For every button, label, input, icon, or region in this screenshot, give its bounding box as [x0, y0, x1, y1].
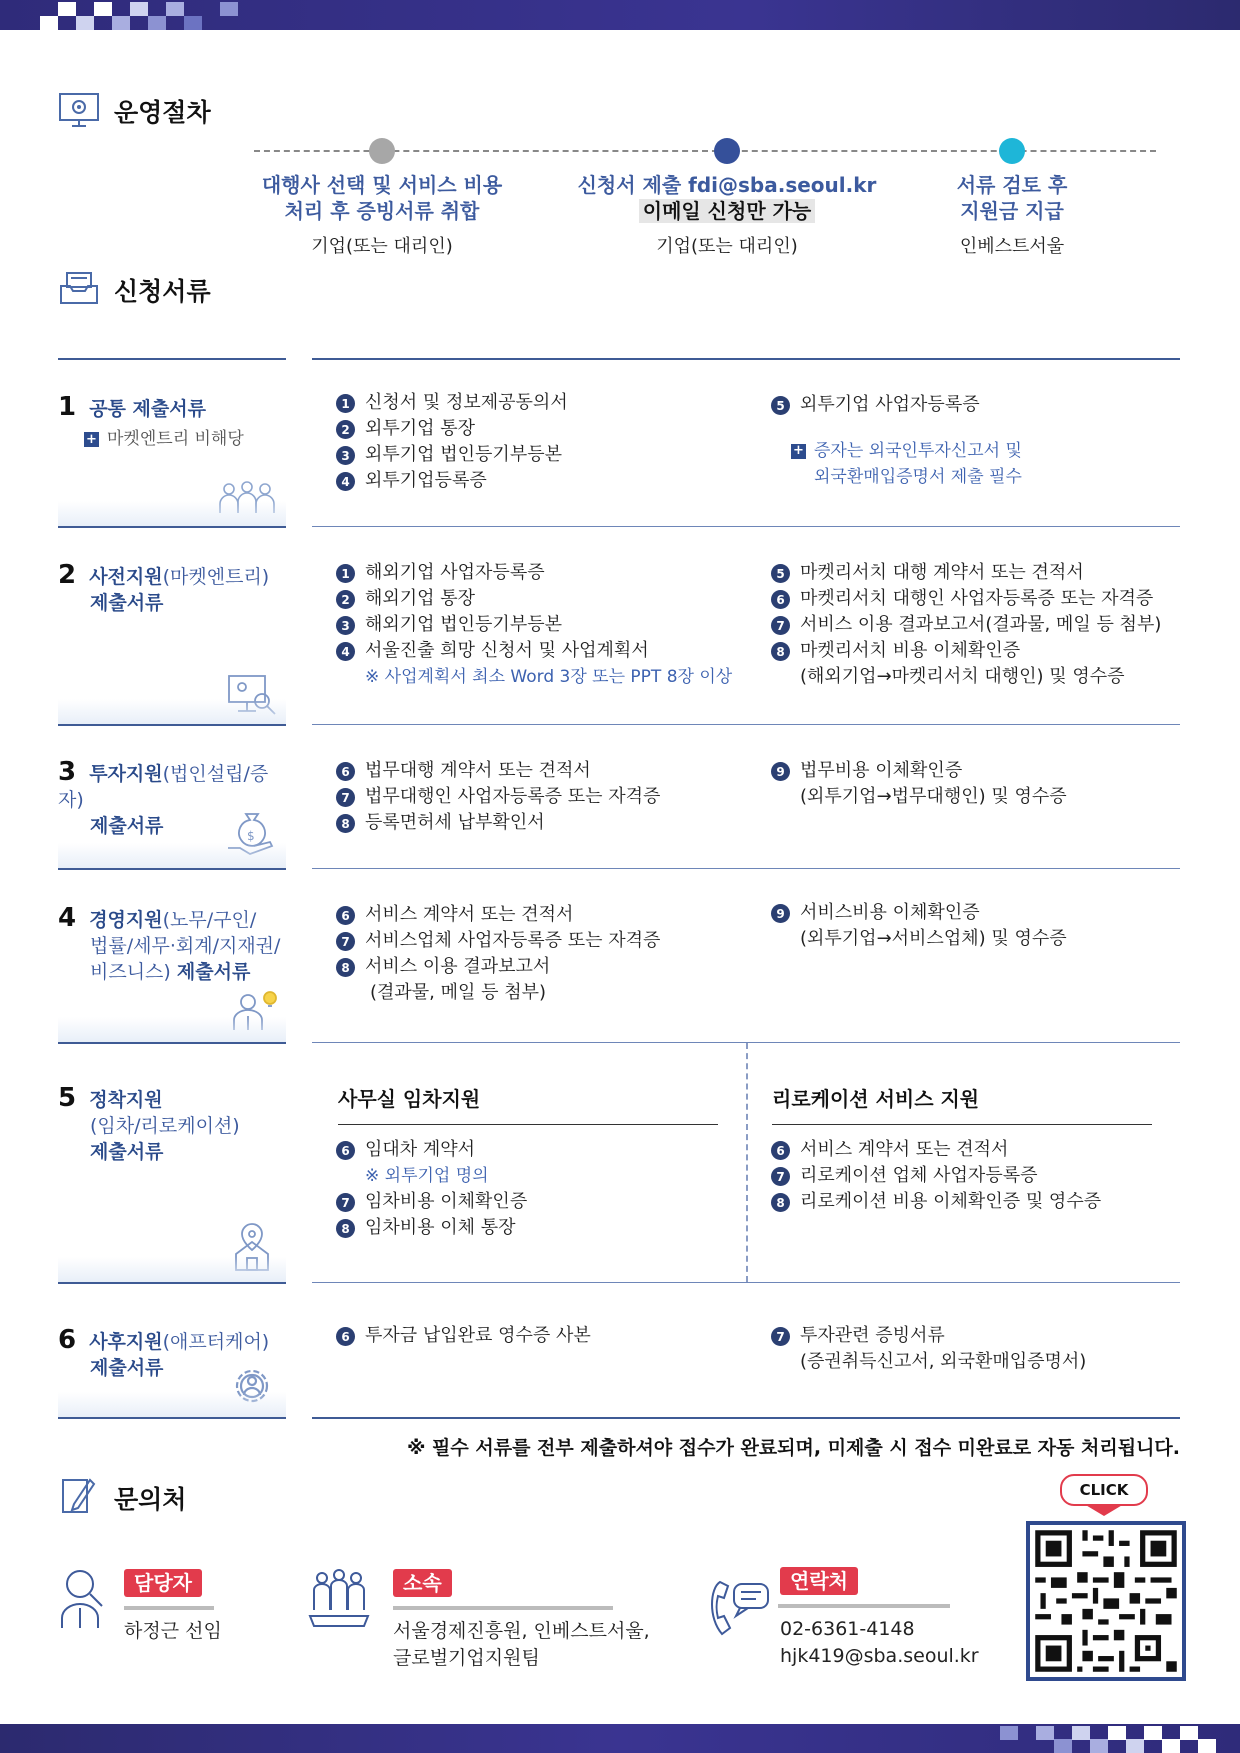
item-number: 8: [336, 1219, 355, 1238]
qr-code-icon: [1030, 1525, 1182, 1677]
table-top-line: [312, 358, 1180, 360]
row-title: 경영지원: [89, 909, 163, 931]
documents-title: 신청서류: [114, 277, 211, 306]
list-item: [336, 1189, 736, 1215]
checker-decoration: [58, 2, 76, 16]
row-number: 5: [58, 1083, 77, 1113]
checker-decoration: [130, 2, 148, 16]
row-title-rest: (마켓엔트리): [162, 566, 270, 588]
phone-badge: [780, 1565, 858, 1594]
row-number: 4: [58, 903, 77, 933]
process-step-title: 지원금 지급: [960, 199, 1064, 223]
row-title-line3b: 제출서류: [176, 961, 251, 983]
process-step-title: 신청서 제출 fdi@sba.seoul.kr: [577, 173, 877, 197]
row-6-left-list: [336, 1323, 736, 1349]
row-2-header: [58, 560, 286, 616]
list-item: [336, 390, 756, 416]
badge-label: 소속: [393, 1569, 452, 1597]
qr-code[interactable]: [1026, 1521, 1186, 1681]
row-title: 공통 제출서류: [89, 398, 206, 420]
item-text: 법무대행인 사업자등록증 또는 자격증: [365, 786, 661, 807]
item-number: 4: [336, 472, 355, 491]
row-1-header-fade: [58, 501, 286, 527]
process-step-dot-3: [999, 138, 1025, 164]
contact-person-name: 하정근 선임: [124, 1620, 222, 1642]
checker-decoration: [76, 16, 94, 30]
row-title: 사후지원: [89, 1331, 163, 1353]
click-button[interactable]: CLICK: [1060, 1474, 1148, 1506]
arrow-down-icon: [1084, 1504, 1124, 1516]
process-step-actor: 기업(또는 대리인): [656, 236, 798, 257]
item-text: 외투기업 법인등기부등본: [365, 444, 562, 465]
process-step-actor: 기업(또는 대리인): [311, 236, 453, 257]
item-text: 해외기업 통장: [365, 588, 476, 609]
item-text: 리로케이션 비용 이체확인증 및 영수증: [800, 1191, 1102, 1212]
list-item-continuation: (외투기업→법무대행인) 및 영수증: [800, 786, 1067, 807]
person-search-icon: [58, 1564, 114, 1634]
contact-underline: [124, 1606, 214, 1610]
checker-decoration: [1162, 1739, 1180, 1753]
row-divider: [58, 868, 286, 870]
process-step-title: 서류 검토 후: [956, 173, 1068, 197]
process-step-title: 대행사 선택 및 서비스 비용: [261, 173, 503, 197]
list-item: [771, 1189, 1181, 1215]
list-item: [336, 902, 766, 928]
subhead-underline: [338, 1124, 718, 1125]
row-5-header: [58, 1083, 286, 1165]
item-text: 임차비용 이체확인증: [365, 1191, 528, 1212]
item-text: 신청서 및 정보제공동의서: [365, 392, 568, 413]
row-title-line2: 법률/세무·회계/지재권/: [90, 935, 281, 957]
checker-decoration: [166, 2, 184, 16]
checker-decoration: [1054, 1739, 1072, 1753]
table-bottom-line: [312, 1417, 1180, 1419]
row-divider: [312, 1282, 1180, 1283]
row-number: 1: [58, 392, 77, 422]
item-text: 해외기업 사업자등록증: [365, 562, 545, 583]
item-number: 2: [336, 420, 355, 439]
business-plan-note: ※ 사업계획서 최소 Word 3장 또는 PPT 8장 이상: [365, 667, 733, 687]
process-step-title: 처리 후 증빙서류 취합: [284, 199, 480, 223]
list-item: [771, 1163, 1181, 1189]
contact-icon: [60, 1474, 96, 1518]
note-text: 외국환매입증명서 제출 필수: [814, 467, 1022, 487]
row-divider: [312, 724, 1180, 725]
row-1-header: [58, 392, 286, 449]
org-line: 글로벌기업지원팀: [393, 1647, 540, 1669]
email-only-highlight: 이메일 신청만 가능: [639, 199, 816, 223]
checker-decoration: [1000, 1726, 1018, 1740]
item-number: 7: [771, 1167, 790, 1186]
list-item: [771, 392, 1171, 418]
checker-decoration: [1126, 1739, 1144, 1753]
list-item: [336, 810, 766, 836]
row-5-header-fade: [58, 1257, 286, 1283]
list-item: [336, 928, 766, 954]
contact-underline: [778, 1604, 950, 1608]
list-item-continuation: (증권취득신고서, 외국환매입증명서): [800, 1351, 1087, 1372]
row-4-header: [58, 903, 286, 985]
checker-decoration: [1198, 1739, 1216, 1753]
column-divider: [746, 1043, 748, 1282]
list-item: [771, 758, 1181, 784]
item-text: 외투기업등록증: [365, 470, 487, 491]
row-divider: [58, 724, 286, 726]
row-divider: [58, 1282, 286, 1284]
row-number: 6: [58, 1325, 77, 1355]
item-number: 6: [336, 1327, 355, 1346]
process-step-3: [862, 172, 1162, 258]
row-6-header-fade: [58, 1392, 286, 1418]
item-number: 6: [771, 1141, 790, 1160]
item-text: 임대차 계약서: [365, 1139, 476, 1160]
checker-decoration: [184, 16, 202, 30]
item-text: 서울진출 희망 신청서 및 사업계획서: [365, 640, 649, 661]
item-text: 투자금 납입완료 영수증 사본: [365, 1325, 591, 1346]
row-title-rest: (법인설립/증자): [58, 763, 269, 811]
item-number: 9: [771, 762, 790, 781]
procedure-title: 운영절차: [114, 98, 211, 127]
row-3-left-list: [336, 758, 766, 836]
contact-underline: [393, 1606, 613, 1610]
row-title-line3a: 비즈니스): [90, 961, 171, 983]
list-item: [336, 638, 766, 664]
item-number: 7: [336, 1193, 355, 1212]
list-item-continuation: (외투기업→서비스업체) 및 영수증: [800, 928, 1067, 949]
row-title-line2: 제출서류: [90, 592, 164, 614]
list-item: [336, 1215, 736, 1241]
submission-footnote: ※ 필수 서류를 전부 제출하셔야 접수가 완료되며, 미제출 시 접수 미완료로 자동 처리됩니다.: [406, 1437, 1180, 1459]
list-item: [771, 560, 1181, 586]
list-item: [771, 612, 1181, 638]
contact-email[interactable]: hjk419@sba.seoul.kr: [780, 1645, 979, 1667]
item-number: 6: [336, 906, 355, 925]
phone-chat-icon: [706, 1578, 772, 1642]
process-step-2: [577, 172, 877, 258]
list-item: [771, 900, 1181, 926]
row-title-rest: (노무/구인/: [162, 909, 257, 931]
list-item-continuation: (해외기업→마켓리서치 대행인) 및 영수증: [800, 666, 1125, 687]
checker-decoration: [94, 2, 112, 16]
list-item: [336, 416, 756, 442]
list-item: [336, 612, 766, 638]
checker-decoration: [1144, 1726, 1162, 1740]
office-rent-heading: 사무실 임차지원: [338, 1087, 481, 1111]
list-item: [771, 1323, 1181, 1349]
contact-phone: 02-6361-4148: [780, 1618, 915, 1640]
procedure-icon: [58, 92, 100, 134]
item-number: 1: [336, 394, 355, 413]
checker-decoration: [1036, 1726, 1054, 1740]
item-number: 7: [771, 1327, 790, 1346]
item-text: 서비스 이용 결과보고서(결과물, 메일 등 첨부): [800, 614, 1162, 635]
list-item: [771, 586, 1181, 612]
checker-decoration: [1072, 1726, 1090, 1740]
row-2-left-list: [336, 560, 766, 690]
item-number: 5: [771, 396, 790, 415]
list-item: [336, 1137, 736, 1163]
row-4-left-list: [336, 902, 766, 1006]
list-item: [336, 784, 766, 810]
item-text: 마켓리서치 대행 계약서 또는 견적서: [800, 562, 1084, 583]
item-number: 2: [336, 590, 355, 609]
item-text: 외투기업 사업자등록증: [800, 394, 980, 415]
item-text: 서비스비용 이체확인증: [800, 902, 980, 923]
plus-icon: +: [84, 432, 99, 447]
row-4-right-list: [771, 900, 1181, 952]
row-1-right-list: [771, 392, 1171, 490]
item-number: 8: [336, 814, 355, 833]
checker-decoration: [1090, 1739, 1108, 1753]
row-divider: [58, 1417, 286, 1419]
row-1-left-list: [336, 390, 756, 494]
list-item: [336, 954, 766, 980]
item-number: 8: [336, 958, 355, 977]
item-text: 서비스 이용 결과보고서: [365, 956, 551, 977]
process-step-actor: 인베스트서울: [959, 236, 1065, 257]
row-title-line3: 제출서류: [90, 1141, 164, 1163]
list-item: [336, 468, 756, 494]
row-number: 2: [58, 560, 77, 590]
process-step-dot-1: [369, 138, 395, 164]
item-text: 법무대행 계약서 또는 견적서: [365, 760, 591, 781]
row-divider: [58, 1042, 286, 1044]
checker-decoration: [40, 16, 58, 30]
relocation-heading: 리로케이션 서비스 지원: [772, 1087, 980, 1111]
checker-decoration: [148, 16, 166, 30]
checker-decoration: [1180, 1726, 1198, 1740]
item-text: 서비스 계약서 또는 견적서: [800, 1139, 1009, 1160]
item-number: 7: [336, 788, 355, 807]
capital-increase-note: [791, 438, 1171, 490]
row-title-line2: (임차/리로케이션): [90, 1115, 240, 1137]
item-number: 7: [771, 616, 790, 635]
table-top-line: [58, 358, 286, 360]
row-number: 3: [58, 757, 77, 787]
plus-icon: +: [791, 444, 806, 459]
item-text: 등록면허세 납부확인서: [365, 812, 545, 833]
item-number: 7: [336, 932, 355, 951]
contact-title: 문의처: [114, 1485, 187, 1514]
row-divider: [312, 868, 1180, 869]
item-text: 해외기업 법인등기부등본: [365, 614, 562, 635]
item-number: 6: [771, 590, 790, 609]
row-title-line2: 제출서류: [90, 815, 164, 837]
item-number: 9: [771, 904, 790, 923]
row-title-rest: (애프터케어): [162, 1331, 270, 1353]
process-step-dot-2: [714, 138, 740, 164]
item-text: 서비스업체 사업자등록증 또는 자격증: [365, 930, 661, 951]
row-3-right-list: [771, 758, 1181, 810]
row-2-right-list: [771, 560, 1181, 690]
list-item: [336, 1323, 736, 1349]
person-badge: [124, 1567, 202, 1596]
row-subnote: 마켓엔트리 비해당: [107, 429, 244, 449]
item-text: 투자관련 증빙서류: [800, 1325, 945, 1346]
row-divider: [58, 526, 286, 528]
list-item: [336, 442, 756, 468]
org-badge: [393, 1567, 452, 1596]
row-5-left-list: [336, 1137, 736, 1241]
badge-label: 연락처: [780, 1567, 858, 1595]
process-step-1: [232, 172, 532, 258]
row-title: 사전지원: [89, 566, 163, 588]
subhead-underline: [772, 1124, 1152, 1125]
item-text: 서비스 계약서 또는 견적서: [365, 904, 574, 925]
svg-text:$: $: [247, 829, 255, 843]
contact-org: [393, 1618, 650, 1672]
list-item: [771, 638, 1181, 664]
item-number: 8: [771, 642, 790, 661]
item-text: 법무비용 이체확인증: [800, 760, 963, 781]
checker-decoration: [1108, 1726, 1126, 1740]
item-text: 임차비용 이체 통장: [365, 1217, 516, 1238]
company-name-note: ※ 외투기업 명의: [365, 1166, 489, 1186]
row-title-line2: 제출서류: [90, 1357, 164, 1379]
top-banner: [0, 0, 1240, 30]
item-number: 8: [771, 1193, 790, 1212]
list-item-continuation: (결과물, 메일 등 첨부): [370, 982, 547, 1003]
row-divider: [312, 526, 1180, 527]
item-number: 6: [336, 762, 355, 781]
item-number: 6: [336, 1141, 355, 1160]
row-5-right-list: [771, 1137, 1181, 1215]
row-3-header-fade: [58, 843, 286, 869]
documents-icon: [58, 270, 100, 310]
row-title: 투자지원: [89, 763, 163, 785]
item-number: 1: [336, 564, 355, 583]
list-item: [336, 586, 766, 612]
row-title: 정착지원: [89, 1089, 163, 1111]
checker-decoration: [220, 2, 238, 16]
item-text: 마켓리서치 대행인 사업자등록증 또는 자격증: [800, 588, 1154, 609]
row-2-header-fade: [58, 699, 286, 725]
list-item: [336, 758, 766, 784]
item-number: 3: [336, 616, 355, 635]
bottom-banner: [0, 1724, 1240, 1753]
group-icon: [308, 1566, 370, 1632]
org-line: 서울경제진흥원, 인베스트서울,: [393, 1620, 650, 1642]
item-number: 4: [336, 642, 355, 661]
item-text: 리로케이션 업체 사업자등록증: [800, 1165, 1038, 1186]
item-text: 마켓리서치 비용 이체확인증: [800, 640, 1021, 661]
item-number: 3: [336, 446, 355, 465]
item-number: 5: [771, 564, 790, 583]
list-item: [336, 560, 766, 586]
item-text: 외투기업 통장: [365, 418, 476, 439]
checker-decoration: [112, 16, 130, 30]
list-item: [771, 1137, 1181, 1163]
note-text: 증자는 외국인투자신고서 및: [814, 441, 1022, 461]
badge-label: 담당자: [124, 1569, 202, 1597]
row-4-header-fade: [58, 1017, 286, 1043]
row-6-right-list: [771, 1323, 1181, 1375]
